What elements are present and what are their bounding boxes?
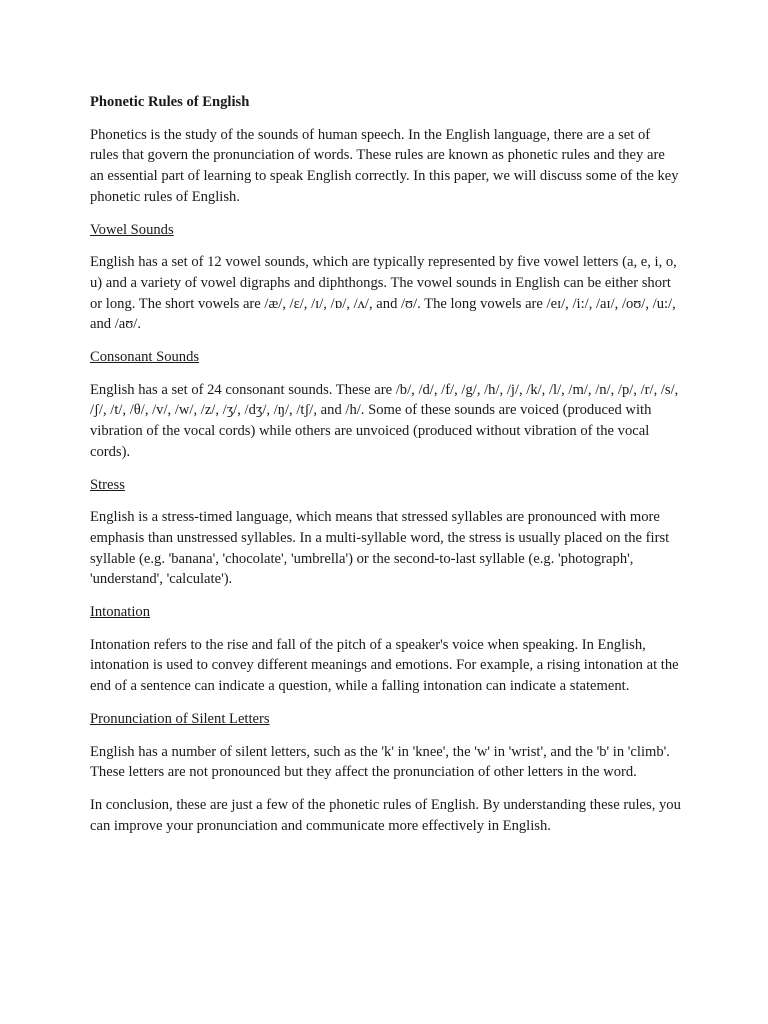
section-body-consonant-sounds: English has a set of 24 consonant sounds. These are /b/, /d/, /f/, /g/, /h/, /j/, /k/, /l/, /m/, /n/, /p/, /r/, /s/, /ʃ/, /t/, /θ/, /v/, /w/, /z/, /ʒ/, /dʒ/, /ŋ/, /tʃ/, and /h/. Some of these sounds are voiced (produced with vibration of the vocal cords) while others are unvoiced (produced without vibration of the vocal cords). [90,381,679,460]
section-body-vowel-sounds: English has a set of 12 vowel sounds, which are typically represented by five vowel letters (a, e, i, o, u) and a variety of vowel digraphs and diphthongs. The vowel sounds in English can be either short or long. The short vowels are /æ/, /ɛ/, /ɪ/, /ɒ/, /ʌ/, and /ʊ/. The long vowels are /eɪ/, /i:/, /aɪ/, /oʊ/, /u:/, and /aʊ/. [90,254,677,333]
conclusion-paragraph: In conclusion, these are just a few of the phonetic rules of English. By understanding these rules, you can improve your pronunciation and communicate more effectively in English. [90,796,681,834]
section-heading-vowel-sounds: Vowel Sounds [90,221,174,238]
section-heading-silent-letters: Pronunciation of Silent Letters [90,710,270,727]
section-heading-intonation: Intonation [90,604,150,621]
document-body [90,92,682,848]
intro-paragraph: Phonetics is the study of the sounds of human speech. In the English language, there are a set of rules that govern the pronunciation of words. These rules are known as phonetic rules and they are an essential part of learning to speak English correctly. In this paper, we will discuss some of the key phonetic rules of English. [90,126,679,205]
section-heading-consonant-sounds: Consonant Sounds [90,349,200,366]
section-body-intonation: Intonation refers to the rise and fall of the pitch of a speaker's voice when speaking. In English, intonation is used to convey different meanings and emotions. For example, a rising intonation at the end of a sentence can indicate a question, while a falling intonation can indicate a statement. [90,636,679,695]
section-heading-stress: Stress [90,476,125,493]
document-title: Phonetic Rules of English [90,94,250,110]
section-body-silent-letters: English has a number of silent letters, such as the 'k' in 'knee', the 'w' in 'wrist', and the 'b' in 'climb'. These letters are not pronounced but they affect the pronunciation of other letters in the word. [90,743,670,781]
section-body-stress: English is a stress-timed language, which means that stressed syllables are pronounced with more emphasis than unstressed syllables. In a multi-syllable word, the stress is usually placed on the first syllable (e.g. 'banana', 'chocolate', 'umbrella') or the second-to-last syllable (e.g. 'photograph', 'understand', 'calculate'). [90,509,670,588]
